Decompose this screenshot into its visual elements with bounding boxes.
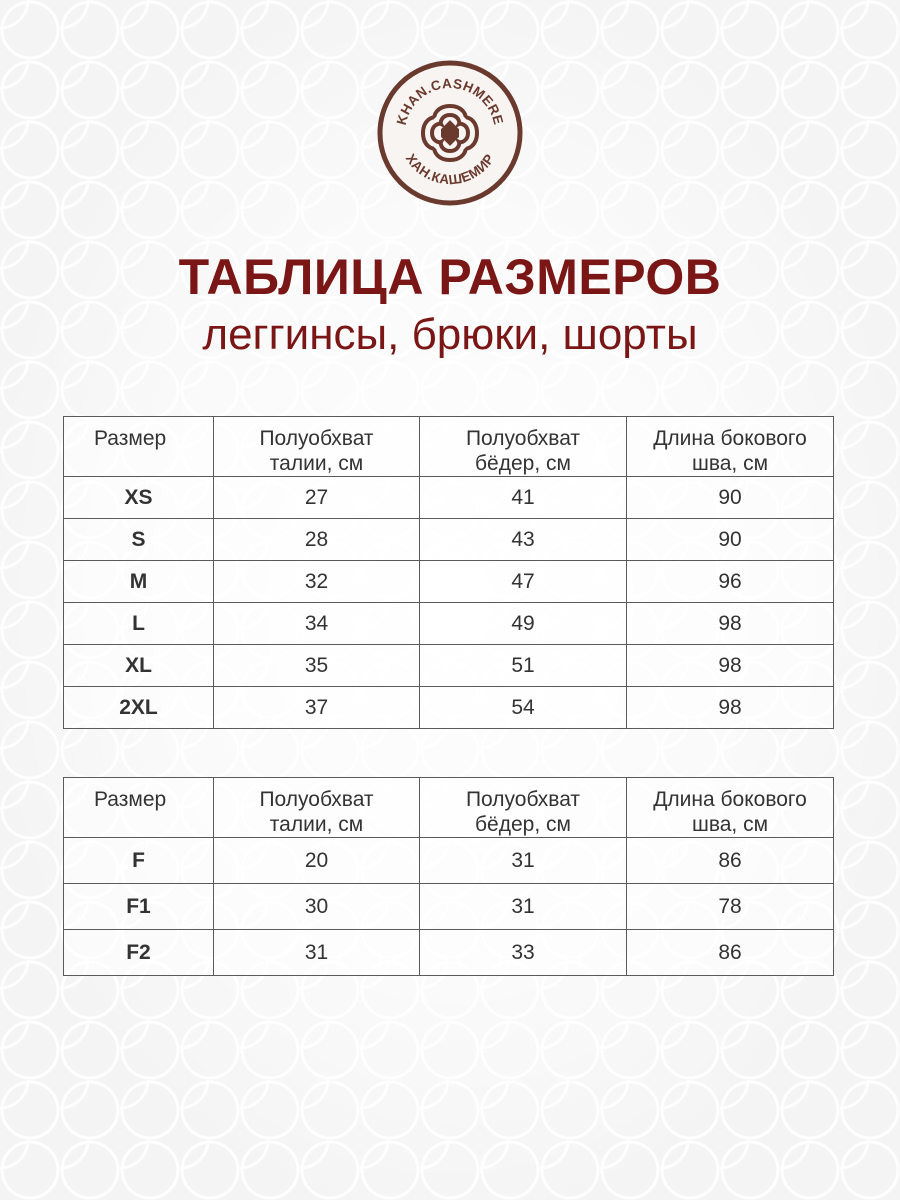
waist-cell: 20 bbox=[214, 838, 420, 884]
hips-cell: 47 bbox=[420, 561, 627, 603]
brand-logo bbox=[377, 60, 523, 206]
side-seam-cell: 98 bbox=[627, 603, 834, 645]
side-seam-cell: 78 bbox=[627, 884, 834, 930]
table-row bbox=[64, 645, 834, 687]
side-seam-cell: 96 bbox=[627, 561, 834, 603]
size-cell: XL bbox=[64, 645, 214, 687]
size-cell: M bbox=[64, 561, 214, 603]
waist-cell: 27 bbox=[214, 477, 420, 519]
side-seam-cell: 90 bbox=[627, 477, 834, 519]
hips-cell: 31 bbox=[420, 884, 627, 930]
header-side-seam: Длина бокового шва, см bbox=[627, 778, 834, 838]
waist-cell: 35 bbox=[214, 645, 420, 687]
table-row bbox=[64, 603, 834, 645]
hips-cell: 41 bbox=[420, 477, 627, 519]
size-cell: L bbox=[64, 603, 214, 645]
size-cell: F2 bbox=[64, 930, 214, 976]
header-hips: Полуобхват бёдер, см bbox=[420, 417, 627, 477]
brand-seal-icon bbox=[377, 60, 523, 206]
logo-text-top: KHAN.CASHMERE bbox=[393, 75, 507, 127]
table-row bbox=[64, 838, 834, 884]
header-side-seam: Длина бокового шва, см bbox=[627, 417, 834, 477]
header-hips: Полуобхват бёдер, см bbox=[420, 778, 627, 838]
waist-cell: 34 bbox=[214, 603, 420, 645]
waist-cell: 32 bbox=[214, 561, 420, 603]
hips-cell: 43 bbox=[420, 519, 627, 561]
page-title: ТАБЛИЦА РАЗМЕРОВ bbox=[178, 249, 722, 305]
logo-text-bottom: ХАН.КАШЕМИР bbox=[402, 151, 498, 188]
side-seam-cell: 86 bbox=[627, 930, 834, 976]
side-seam-cell: 98 bbox=[627, 645, 834, 687]
size-cell: S bbox=[64, 519, 214, 561]
side-seam-cell: 98 bbox=[627, 687, 834, 729]
table-header-row bbox=[64, 417, 834, 477]
table-row bbox=[64, 930, 834, 976]
table-row bbox=[64, 687, 834, 729]
table-row bbox=[64, 561, 834, 603]
waist-cell: 28 bbox=[214, 519, 420, 561]
hips-cell: 31 bbox=[420, 838, 627, 884]
size-table-free bbox=[63, 777, 834, 976]
table-row bbox=[64, 519, 834, 561]
table-header-row bbox=[64, 778, 834, 838]
hips-cell: 33 bbox=[420, 930, 627, 976]
waist-cell: 37 bbox=[214, 687, 420, 729]
hips-cell: 54 bbox=[420, 687, 627, 729]
size-cell: F bbox=[64, 838, 214, 884]
hips-cell: 49 bbox=[420, 603, 627, 645]
size-table-main bbox=[63, 416, 834, 729]
side-seam-cell: 86 bbox=[627, 838, 834, 884]
header-size: Размер bbox=[64, 778, 214, 838]
header-size: Размер bbox=[64, 417, 214, 477]
side-seam-cell: 90 bbox=[627, 519, 834, 561]
header-waist: Полуобхват талии, см bbox=[214, 417, 420, 477]
waist-cell: 30 bbox=[214, 884, 420, 930]
size-cell: XS bbox=[64, 477, 214, 519]
table-row bbox=[64, 477, 834, 519]
hips-cell: 51 bbox=[420, 645, 627, 687]
waist-cell: 31 bbox=[214, 930, 420, 976]
size-cell: 2XL bbox=[64, 687, 214, 729]
table-row bbox=[64, 884, 834, 930]
header-waist: Полуобхват талии, см bbox=[214, 778, 420, 838]
page-subtitle: леггинсы, брюки, шорты bbox=[202, 310, 698, 359]
size-cell: F1 bbox=[64, 884, 214, 930]
